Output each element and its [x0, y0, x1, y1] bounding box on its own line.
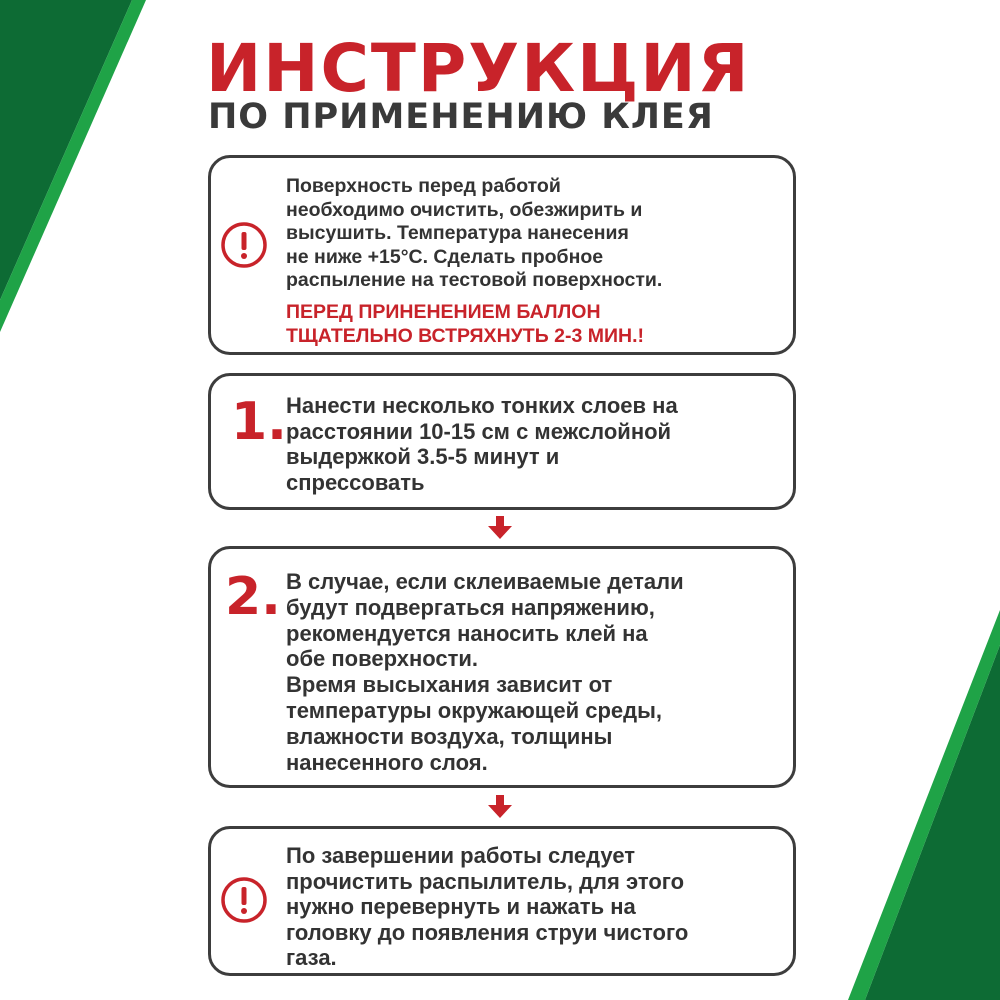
step-number: 2. — [225, 567, 281, 627]
step-2-text — [286, 569, 684, 775]
shake-warning-line: ПЕРЕД ПРИНЕНЕНИЕМ БАЛЛОН — [286, 300, 601, 323]
card-preparation-text — [286, 175, 662, 348]
text-line: распыление на тестовой поверхности. — [286, 269, 663, 292]
page-subtitle: ПО ПРИМЕНЕНИЮ КЛЕЯ — [208, 97, 714, 137]
card-cleanup-text — [286, 843, 688, 971]
text-line: В случае, если склеиваемые детали — [286, 569, 684, 594]
text-line: необходимо очистить, обезжирить и — [286, 198, 643, 221]
text-line: выдержкой 3.5-5 минут и — [286, 444, 560, 469]
shake-warning-line: ТЩАТЕЛЬНО ВСТРЯХНУТЬ 2-3 МИН.! — [286, 324, 644, 347]
instruction-card-step-2 — [208, 546, 796, 788]
instruction-card-cleanup — [208, 826, 796, 976]
page-title: ИНСТРУКЦИЯ — [206, 30, 751, 107]
text-line: газа. — [286, 945, 337, 970]
text-line: головку до появления струи чистого — [286, 919, 689, 945]
text-line: Время высыхания зависит от — [286, 672, 613, 698]
text-line: Поверхность перед работой — [286, 175, 561, 197]
text-line: высушить. Температура нанесения — [286, 222, 629, 245]
down-arrow-icon — [487, 794, 513, 820]
text-line: не ниже +15°С. Сделать пробное — [286, 245, 604, 268]
text-line: прочистить распылитель, для этого — [286, 868, 685, 894]
text-line: По завершении работы следует — [286, 843, 636, 868]
exclamation-circle-icon — [220, 221, 268, 269]
text-line: нужно перевернуть и нажать на — [286, 894, 636, 919]
text-line: влажности воздуха, толщины — [286, 723, 613, 749]
text-line: Нанести несколько тонких слоев на — [286, 393, 678, 418]
down-arrow-icon — [487, 515, 513, 541]
text-line: будут подвергаться напряжению, — [286, 594, 655, 620]
text-line: температуры окружающей среды, — [286, 697, 662, 723]
step-1-text — [286, 393, 678, 495]
exclamation-circle-icon — [220, 876, 268, 924]
text-line: нанесенного слоя. — [286, 749, 488, 775]
step-number: 1. — [231, 392, 287, 452]
text-line: спрессовать — [286, 469, 425, 495]
text-line: расстоянии 10-15 см с межслойной — [286, 418, 672, 444]
instruction-card-preparation — [208, 155, 796, 355]
instruction-card-step-1 — [208, 373, 796, 510]
text-line: рекомендуется наносить клей на — [286, 620, 648, 646]
text-line: обе поверхности. — [286, 646, 479, 672]
